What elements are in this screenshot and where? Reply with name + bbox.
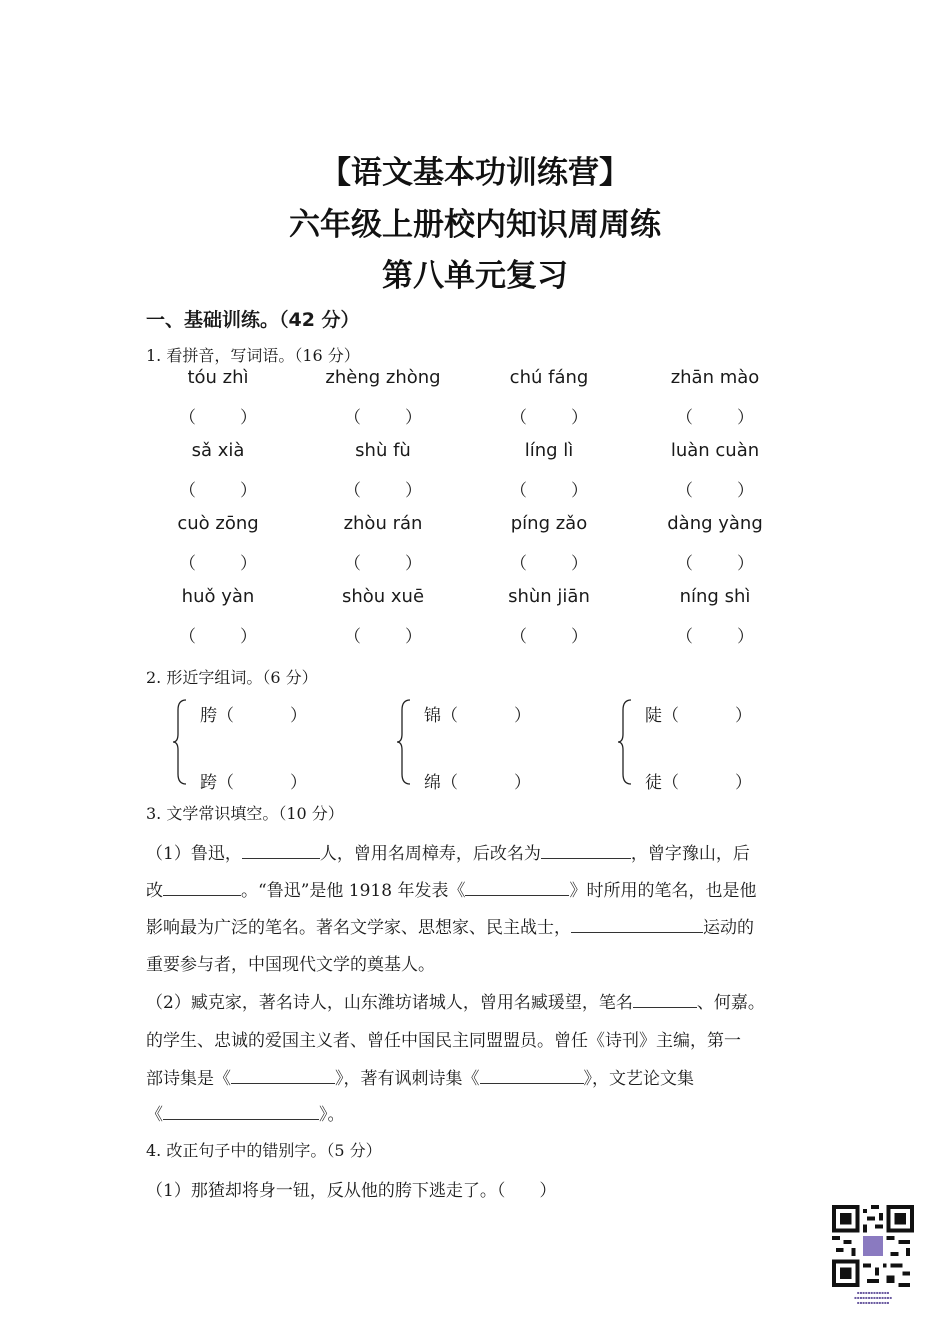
character: 锦 bbox=[424, 706, 441, 726]
open-paren: （ bbox=[179, 554, 196, 574]
open-paren: （ bbox=[510, 554, 527, 574]
curly-brace-icon bbox=[617, 698, 633, 786]
similar-char-item bbox=[645, 768, 752, 793]
answer-parentheses[interactable] bbox=[630, 549, 800, 574]
open-paren: （ bbox=[179, 627, 196, 647]
open-paren: （ bbox=[662, 706, 679, 726]
question-3-label: 3. 文学常识填空。（10 分） bbox=[146, 804, 344, 823]
similar-char-item bbox=[200, 768, 307, 793]
open-paren: （ bbox=[179, 481, 196, 501]
page-title-sub: 六年级上册校内知识周周练 bbox=[289, 207, 661, 243]
q3-p1-line1 bbox=[146, 839, 750, 864]
close-paren: ） bbox=[737, 481, 754, 501]
close-paren: ） bbox=[240, 481, 257, 501]
character: 胯 bbox=[200, 706, 217, 726]
character: 陡 bbox=[645, 706, 662, 726]
close-paren: ） bbox=[240, 408, 257, 428]
close-paren: ） bbox=[737, 408, 754, 428]
open-paren: （ bbox=[344, 554, 361, 574]
pinyin-prompt: sǎ xià bbox=[191, 440, 245, 461]
pinyin-prompt: shùn jiān bbox=[508, 586, 590, 607]
blank[interactable] bbox=[231, 1065, 335, 1084]
open-paren: （ bbox=[676, 481, 693, 501]
open-paren: （ bbox=[441, 706, 458, 726]
q3-p2-line1 bbox=[146, 988, 765, 1013]
answer-parentheses[interactable] bbox=[133, 476, 303, 501]
open-paren: （ bbox=[510, 481, 527, 501]
qr-code-image bbox=[832, 1205, 914, 1287]
close-paren: ） bbox=[737, 627, 754, 647]
similar-char-item bbox=[424, 768, 531, 793]
q3-p2-line3 bbox=[146, 1064, 694, 1089]
close-paren: ） bbox=[735, 773, 752, 793]
open-paren: （ bbox=[662, 773, 679, 793]
pinyin-prompt: dàng yàng bbox=[667, 513, 763, 534]
pinyin-prompt: tóu zhì bbox=[187, 367, 249, 388]
character: 绵 bbox=[424, 773, 441, 793]
similar-char-item bbox=[424, 701, 531, 726]
open-paren: （ bbox=[344, 627, 361, 647]
answer-parentheses[interactable] bbox=[298, 476, 468, 501]
pinyin-prompt: shòu xuē bbox=[341, 586, 425, 607]
text: 》时所用的笔名，也是他 bbox=[569, 881, 757, 901]
open-paren: （ bbox=[217, 706, 234, 726]
pinyin-prompt: chú fáng bbox=[509, 367, 589, 388]
text: 改 bbox=[146, 881, 163, 901]
question-2-label: 2. 形近字组词。（6 分） bbox=[146, 668, 318, 687]
answer-parentheses[interactable] bbox=[464, 476, 634, 501]
pinyin-prompt: luàn cuàn bbox=[670, 440, 760, 461]
close-paren: ） bbox=[737, 554, 754, 574]
close-paren: ） bbox=[571, 481, 588, 501]
pinyin-prompt: píng zǎo bbox=[510, 513, 588, 534]
text: 部诗集是《 bbox=[146, 1069, 231, 1089]
qr-caption-image: ▪▪▪▪▪▪▪▪▪▪▪▪ ▪▪▪▪▪▪▪▪▪▪▪▪▪▪ ▪▪▪▪▪▪▪▪▪▪▪▪ bbox=[854, 1290, 892, 1305]
answer-parentheses[interactable] bbox=[464, 622, 634, 647]
similar-char-item bbox=[200, 701, 307, 726]
pinyin-prompt: shù fù bbox=[355, 440, 411, 461]
blank[interactable] bbox=[163, 877, 241, 896]
close-paren: ） bbox=[405, 481, 422, 501]
open-paren: （ bbox=[344, 481, 361, 501]
open-paren: （ bbox=[676, 627, 693, 647]
blank[interactable] bbox=[571, 914, 703, 933]
open-paren: （ bbox=[179, 408, 196, 428]
close-paren: ） bbox=[240, 554, 257, 574]
q3-p1-line2 bbox=[146, 876, 756, 901]
close-paren: ） bbox=[405, 627, 422, 647]
pinyin-prompt: cuò zōng bbox=[177, 513, 259, 534]
character: 徒 bbox=[645, 773, 662, 793]
text: 《 bbox=[146, 1105, 163, 1125]
question-4-sentence-1: （1）那猹却将身一钮，反从他的胯下逃走了。（ ） bbox=[146, 1181, 557, 1201]
answer-parentheses[interactable] bbox=[464, 403, 634, 428]
answer-parentheses[interactable] bbox=[298, 622, 468, 647]
text: 、何嘉。 bbox=[696, 993, 765, 1013]
answer-parentheses[interactable] bbox=[133, 403, 303, 428]
answer-parentheses[interactable] bbox=[630, 476, 800, 501]
pinyin-prompt: zhòu rán bbox=[343, 513, 423, 534]
pinyin-prompt: zhèng zhòng bbox=[325, 367, 441, 388]
character: 跨 bbox=[200, 773, 217, 793]
pinyin-prompt: huǒ yàn bbox=[181, 586, 255, 607]
close-paren: ） bbox=[571, 627, 588, 647]
pinyin-prompt: líng lì bbox=[524, 440, 574, 461]
text: 。“鲁迅”是他 1918 年发表《 bbox=[241, 881, 466, 901]
pinyin-prompt: zhān mào bbox=[670, 367, 760, 388]
open-paren: （ bbox=[510, 627, 527, 647]
answer-parentheses[interactable] bbox=[630, 622, 800, 647]
close-paren: ） bbox=[571, 408, 588, 428]
text: 》，著有讽刺诗集《 bbox=[335, 1069, 480, 1089]
close-paren: ） bbox=[290, 773, 307, 793]
answer-parentheses[interactable] bbox=[298, 403, 468, 428]
close-paren: ） bbox=[240, 627, 257, 647]
text: 人，曾用名周樟寿，后改名为 bbox=[319, 844, 541, 864]
text: 》，文艺论文集 bbox=[583, 1069, 694, 1089]
answer-parentheses[interactable] bbox=[630, 403, 800, 428]
blank[interactable] bbox=[541, 840, 631, 859]
text: ，曾字豫山，后 bbox=[630, 844, 750, 864]
blank[interactable] bbox=[242, 840, 320, 859]
blank[interactable] bbox=[465, 877, 569, 896]
text: 运动的 bbox=[703, 918, 754, 938]
close-paren: ） bbox=[290, 706, 307, 726]
answer-parentheses[interactable] bbox=[464, 549, 634, 574]
text: （2）臧克家，著名诗人，山东潍坊诸城人，曾用名臧瑗望，笔名 bbox=[146, 993, 633, 1013]
q3-p2-line2: 的学生、忠诚的爱国主义者、曾任中国民主同盟盟员。曾任《诗刊》主编，第一 bbox=[146, 1031, 741, 1051]
text: 》。 bbox=[319, 1105, 345, 1125]
blank[interactable] bbox=[480, 1065, 584, 1084]
open-paren: （ bbox=[510, 408, 527, 428]
similar-char-item bbox=[645, 701, 752, 726]
close-paren: ） bbox=[514, 706, 531, 726]
answer-parentheses[interactable] bbox=[133, 622, 303, 647]
open-paren: （ bbox=[217, 773, 234, 793]
q3-p2-line4 bbox=[146, 1100, 345, 1125]
blank[interactable] bbox=[163, 1101, 319, 1120]
answer-parentheses[interactable] bbox=[298, 549, 468, 574]
answer-parentheses[interactable] bbox=[133, 549, 303, 574]
curly-brace-icon bbox=[396, 698, 412, 786]
q3-p1-line4: 重要参与者，中国现代文学的奠基人。 bbox=[146, 955, 435, 975]
page-title-main: 【语文基本功训练营】 bbox=[320, 155, 630, 191]
open-paren: （ bbox=[676, 408, 693, 428]
page-title-unit: 第八单元复习 bbox=[382, 258, 568, 294]
close-paren: ） bbox=[735, 706, 752, 726]
close-paren: ） bbox=[405, 408, 422, 428]
question-1-label: 1. 看拼音，写词语。（16 分） bbox=[146, 346, 360, 365]
section-heading: 一、基础训练。（42 分） bbox=[146, 309, 360, 331]
open-paren: （ bbox=[344, 408, 361, 428]
close-paren: ） bbox=[571, 554, 588, 574]
open-paren: （ bbox=[676, 554, 693, 574]
close-paren: ） bbox=[514, 773, 531, 793]
open-paren: （ bbox=[441, 773, 458, 793]
q3-p1-line3 bbox=[146, 913, 754, 938]
blank[interactable] bbox=[633, 989, 697, 1008]
pinyin-prompt: níng shì bbox=[679, 586, 751, 607]
text: （1）鲁迅， bbox=[146, 844, 242, 864]
curly-brace-icon bbox=[172, 698, 188, 786]
close-paren: ） bbox=[405, 554, 422, 574]
question-4-label: 4. 改正句子中的错别字。（5 分） bbox=[146, 1141, 382, 1160]
text: 影响最为广泛的笔名。著名文学家、思想家、民主战士， bbox=[146, 918, 571, 938]
